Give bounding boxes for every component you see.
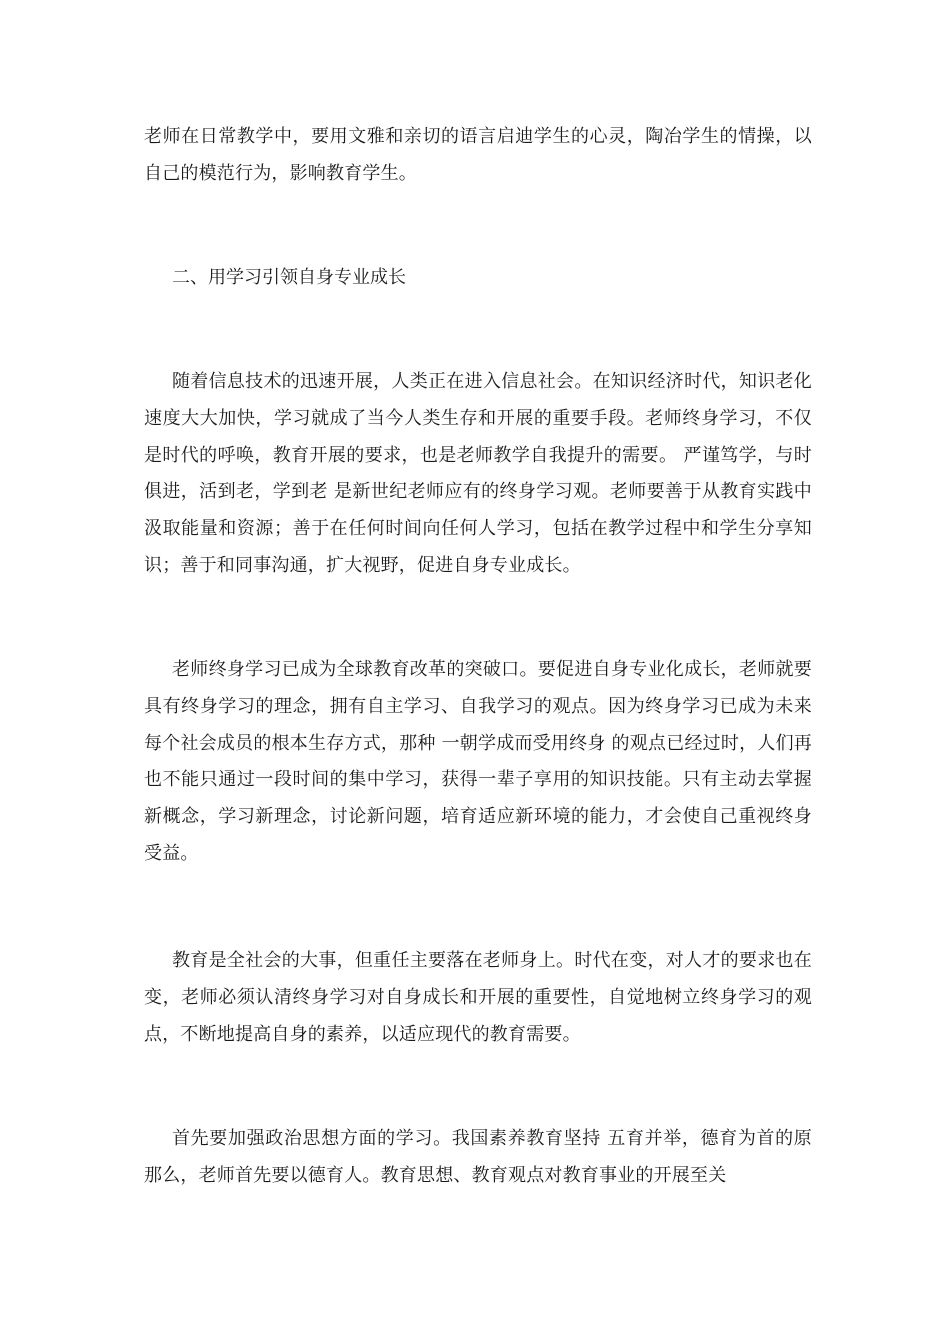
paragraph-political-study: 首先要加强政治思想方面的学习。我国素养教育坚持 五育并举，德育为首的原那么，老师首先要以德育人。教育思想、教育观点对教育事业的开展至关 (144, 1128, 812, 1186)
paragraph-education-reform: 老师终身学习已成为全球教育改革的突破口。要促进自身专业化成长，老师就要具有终身学习的理念，拥有自主学习、自我学习的观点。因为终身学习已成为未来每个社会成员的根本生存方式，那种 一朝学成而受用终身 的观点已经过时，人们再也不能只通过一段时间的集中学习，获得一辈子享用的知识技能。只有主动去掌握新概念，学习新理念，讨论新问题，培育适应新环境的能力，才会使自己重视终身受益。 (144, 659, 812, 864)
paragraph-lifelong-learning: 随着信息技术的迅速开展，人类正在进入信息社会。在知识经济时代，知识老化速度大大加快，学习就成了当今人类生存和开展的重要手段。老师终身学习，不仅是时代的呼唤，教育开展的要求，也是老师教学自我提升的需要。 严谨笃学，与时俱进，活到老，学到老 是新世纪老师应有的终身学习观。老师要善于从教育实践中汲取能量和资源；善于在任何时间向任何人学习，包括在教学过程中和学生分享知识；善于和同事沟通，扩大视野，促进自身专业成长。 (144, 371, 812, 576)
section-heading: 二、用学习引领自身专业成长 (172, 267, 406, 288)
paragraph-teacher-responsibility: 教育是全社会的大事，但重任主要落在老师身上。时代在变，对人才的要求也在变，老师必须认清终身学习对自身成长和开展的重要性，自觉地树立终身学习的观点，不断地提高自身的素养，以适应现代的教育需要。 (144, 950, 812, 1045)
intro-paragraph: 老师在日常教学中，要用文雅和亲切的语言启迪学生的心灵，陶冶学生的情操，以自己的模范行为，影响教育学生。 (144, 126, 812, 184)
